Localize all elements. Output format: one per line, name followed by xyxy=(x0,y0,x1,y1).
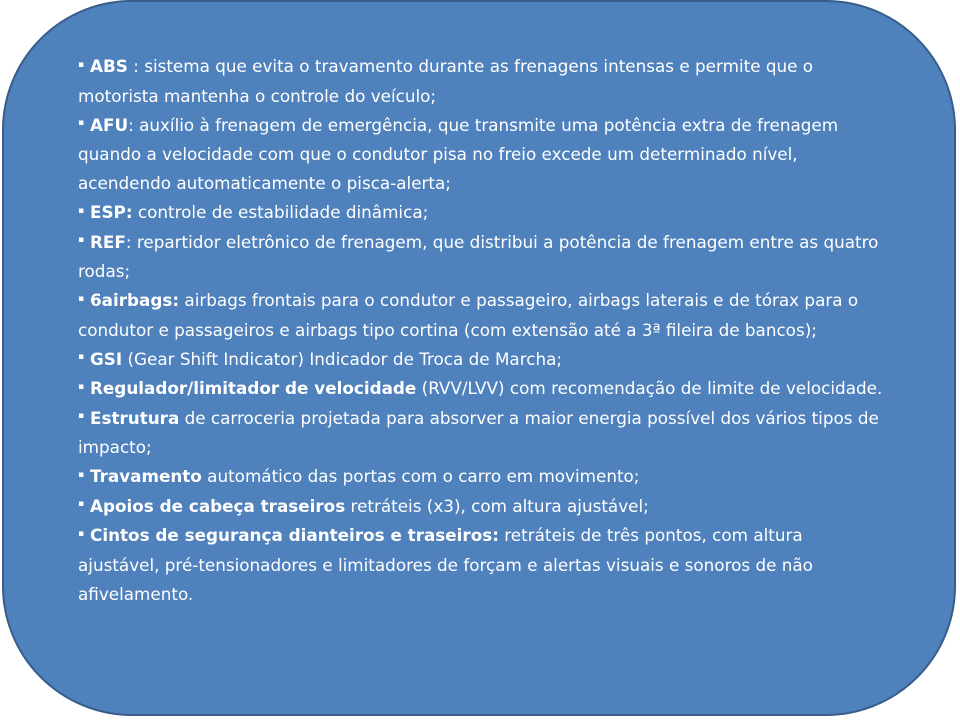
square-bullet-icon: ▪ xyxy=(78,528,85,539)
list-item xyxy=(78,198,884,228)
feature-list xyxy=(78,52,884,609)
feature-term: AFU xyxy=(90,114,129,135)
feature-term: REF xyxy=(90,231,126,252)
feature-description: : auxílio à frenagem de emergência, que transmite uma potência extra de frenagem quando a velocidade com que o condutor pisa no freio excede um determinado nível, acendendo automaticamente o pisca-alerta; xyxy=(78,114,839,193)
feature-description: controle de estabilidade dinâmica; xyxy=(132,202,429,222)
feature-term: Regulador/limitador de velocidade xyxy=(90,378,417,398)
square-bullet-icon: ▪ xyxy=(78,59,85,70)
feature-term: ABS xyxy=(90,56,128,76)
feature-term: Travamento xyxy=(90,466,202,486)
feature-description: airbags frontais para o condutor e passageiro, airbags laterais e de tórax para o condutor e passageiros e airbags tipo cortina (com extensão até a 3ª fileira de bancos); xyxy=(78,290,859,340)
square-bullet-icon: ▪ xyxy=(78,235,85,245)
feature-description: automático das portas com o carro em movimento; xyxy=(201,466,640,486)
list-item xyxy=(78,228,884,287)
list-item xyxy=(78,52,884,111)
list-item xyxy=(78,462,884,492)
feature-term: 6airbags: xyxy=(90,290,180,310)
square-bullet-icon: ▪ xyxy=(78,381,85,392)
feature-term: Cintos de segurança dianteiros e traseiros: xyxy=(90,525,499,545)
square-bullet-icon: ▪ xyxy=(78,469,85,480)
feature-description: de carroceria projetada para absorver a maior energia possível dos vários tipos de impacto; xyxy=(78,407,879,457)
list-item xyxy=(78,374,884,404)
list-item xyxy=(78,286,884,345)
square-bullet-icon: ▪ xyxy=(78,499,85,509)
feature-description: : sistema que evita o travamento durante as frenagens intensas e permite que o motorista mantenha o controle do veículo; xyxy=(78,56,814,106)
square-bullet-icon: ▪ xyxy=(78,205,85,216)
list-item xyxy=(78,345,884,375)
list-item xyxy=(78,111,884,199)
feature-term: GSI xyxy=(90,348,123,369)
list-item xyxy=(78,521,884,609)
feature-description: (RVV/LVV) com recomendação de limite de velocidade. xyxy=(416,378,883,398)
feature-description: (Gear Shift Indicator) Indicador de Troca de Marcha; xyxy=(122,348,563,369)
square-bullet-icon: ▪ xyxy=(78,411,85,421)
feature-description: : repartidor eletrônico de frenagem, que distribui a potência de frenagem entre as quatro rodas; xyxy=(78,231,879,281)
feature-term: Apoios de cabeça traseiros xyxy=(90,495,346,516)
feature-description: retráteis de três pontos, com altura ajustável, pré-tensionadores e limitadores de forçam e alertas visuais e sonoros de não afivelamento. xyxy=(78,525,813,604)
square-bullet-icon: ▪ xyxy=(78,293,85,304)
list-item xyxy=(78,492,884,522)
list-item xyxy=(78,404,884,463)
square-bullet-icon: ▪ xyxy=(78,352,85,362)
feature-term: ESP: xyxy=(90,202,133,222)
feature-term: Estrutura xyxy=(90,407,180,428)
feature-description: retráteis (x3), com altura ajustável; xyxy=(345,495,649,516)
content-card xyxy=(2,0,956,716)
square-bullet-icon: ▪ xyxy=(78,118,85,128)
